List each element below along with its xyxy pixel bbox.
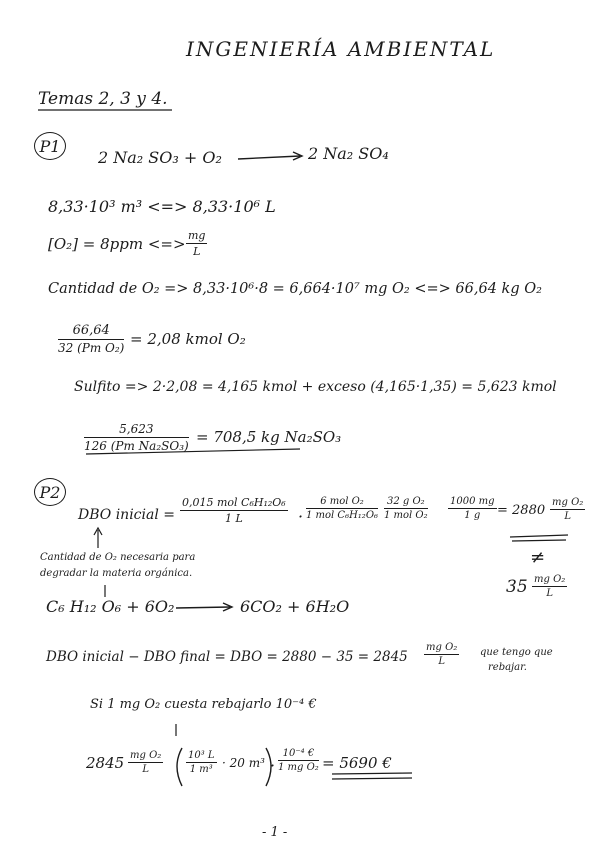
p2-note-line-1: Cantidad de O₂ necesaria para: [40, 552, 196, 563]
p2-f1-num: 0,015 mol C₆H₁₂O₆: [182, 496, 286, 509]
p2-fraction-4: [448, 496, 497, 521]
final-underline-1: [332, 773, 412, 774]
p2-f3-den: 1 mol O₂: [384, 510, 428, 521]
p1-kmol-num: 66,64: [58, 323, 124, 340]
p2-calc-cost-den: 1 mg O₂: [278, 762, 319, 773]
p1-reaction-product: 2 Na₂ SO₄: [308, 144, 389, 163]
p2-fraction-2: [306, 496, 378, 521]
p2-f2-den: 1 mol C₆H₁₂O₆: [306, 510, 379, 521]
p1-cantidad: Cantidad de O₂ => 8,33·10⁶·8 = 6,664·10⁷ mg O₂ <=> 66,64 kg O₂: [48, 281, 542, 297]
p2-fraction-3: [384, 496, 428, 521]
p2-dbo-diff-units: [424, 642, 459, 667]
p1-reaction: 2 Na₂ SO₃ + O₂: [98, 148, 222, 167]
p2-calc-inner-den: 1 m³: [189, 764, 213, 775]
p2-glucose-product: 6CO₂ + 6H₂O: [240, 597, 350, 616]
reaction-arrow: [238, 156, 300, 159]
problem-2-label: P2: [34, 478, 66, 506]
p2-calc-units: [128, 750, 163, 775]
p1-kmol-fraction: [58, 323, 124, 355]
p1-volume: 8,33·10³ m³ <=> 8,33·10⁶ L: [48, 197, 276, 216]
p2-calc-num: mg O₂: [130, 750, 162, 761]
p2-dbo-diff-num: mg O₂: [426, 642, 458, 653]
page-number: - 1 -: [262, 825, 288, 840]
result-underline-2: [512, 540, 566, 541]
p2-calc-value: 2845: [86, 754, 125, 772]
glucose-arrow: [176, 607, 230, 608]
p1-sulfito: Sulfito => 2·2,08 = 4,165 kmol + exceso (4,165·1,35) = 5,623 kmol: [74, 379, 557, 395]
p2-note-line-2: degradar la materia orgánica.: [40, 568, 193, 579]
p2-f3-num: 32 g O₂: [384, 496, 428, 509]
final-underline-2: [332, 778, 412, 779]
p2-fraction-1: [180, 496, 288, 525]
p1-o2-conc-den: L: [193, 245, 201, 258]
p1-mass-result: = 708,5 kg Na₂SO₃: [196, 428, 342, 446]
p1-o2-conc-units: [186, 229, 207, 258]
p2-limit-units: [532, 574, 567, 599]
p2-calc-den: L: [142, 764, 149, 775]
p2-calc-result: = 5690 €: [322, 754, 392, 772]
paren-left: [177, 748, 182, 786]
p2-calc-inner: [186, 750, 217, 775]
p2-result-den: L: [564, 511, 571, 522]
p2-calc-inner-num: 10³ L: [188, 750, 215, 761]
p1-mass-num: 5,623: [84, 422, 189, 438]
p2-limit-value: 35: [506, 577, 528, 597]
p2-f1-den: 1 L: [224, 512, 243, 525]
p2-limit-den: L: [546, 588, 553, 599]
p2-calc-cost-num: 10⁻⁴ €: [278, 748, 319, 761]
p2-result: = 2880: [497, 503, 546, 518]
p2-dbo-label: DBO inicial =: [78, 507, 175, 523]
p2-dot-1: ·: [298, 507, 304, 526]
p1-kmol-den: 32 (Pm O₂): [58, 341, 125, 355]
p1-kmol-result: = 2,08 kmol O₂: [130, 330, 246, 348]
p1-mass-den: 126 (Pm Na₂SO₃): [84, 439, 189, 453]
p1-mass-fraction: [84, 422, 189, 453]
p2-f4-num: 1000 mg: [450, 496, 495, 507]
p2-tengo-line-1: que tengo que: [480, 647, 553, 658]
p1-o2-concentration: [O₂] = 8ppm <=>: [48, 235, 186, 253]
page-subtitle: Temas 2, 3 y 4.: [38, 89, 168, 109]
p2-tengo-line-2: rebajar.: [488, 662, 527, 673]
p2-limit-num: mg O₂: [534, 574, 566, 585]
p2-result-num: mg O₂: [552, 497, 584, 508]
p2-dbo-difference: DBO inicial − DBO final = DBO = 2880 − 35 = 2845: [46, 649, 408, 665]
p2-calc-inner-rest: · 20 m³: [222, 756, 265, 770]
p2-dot-2: ·: [270, 756, 276, 775]
problem-1-label: P1: [34, 132, 66, 160]
p2-f2-num: 6 mol O₂: [306, 496, 378, 509]
p1-o2-conc-num: mg: [188, 229, 206, 242]
result-underline-1: [510, 535, 568, 537]
p2-f4-den: 1 g: [464, 510, 481, 521]
p2-dbo-diff-den: L: [438, 656, 445, 667]
p2-cost-line: Si 1 mg O₂ cuesta rebajarlo 10⁻⁴ €: [90, 697, 317, 712]
p2-glucose-reaction: C₆ H₁₂ O₆ + 6O₂: [46, 597, 175, 616]
p2-calc-cost: [278, 748, 319, 773]
page-title: INGENIERÍA AMBIENTAL: [186, 37, 496, 61]
p2-result-units: [550, 497, 585, 522]
p2-not-equal: ≠: [530, 547, 546, 568]
